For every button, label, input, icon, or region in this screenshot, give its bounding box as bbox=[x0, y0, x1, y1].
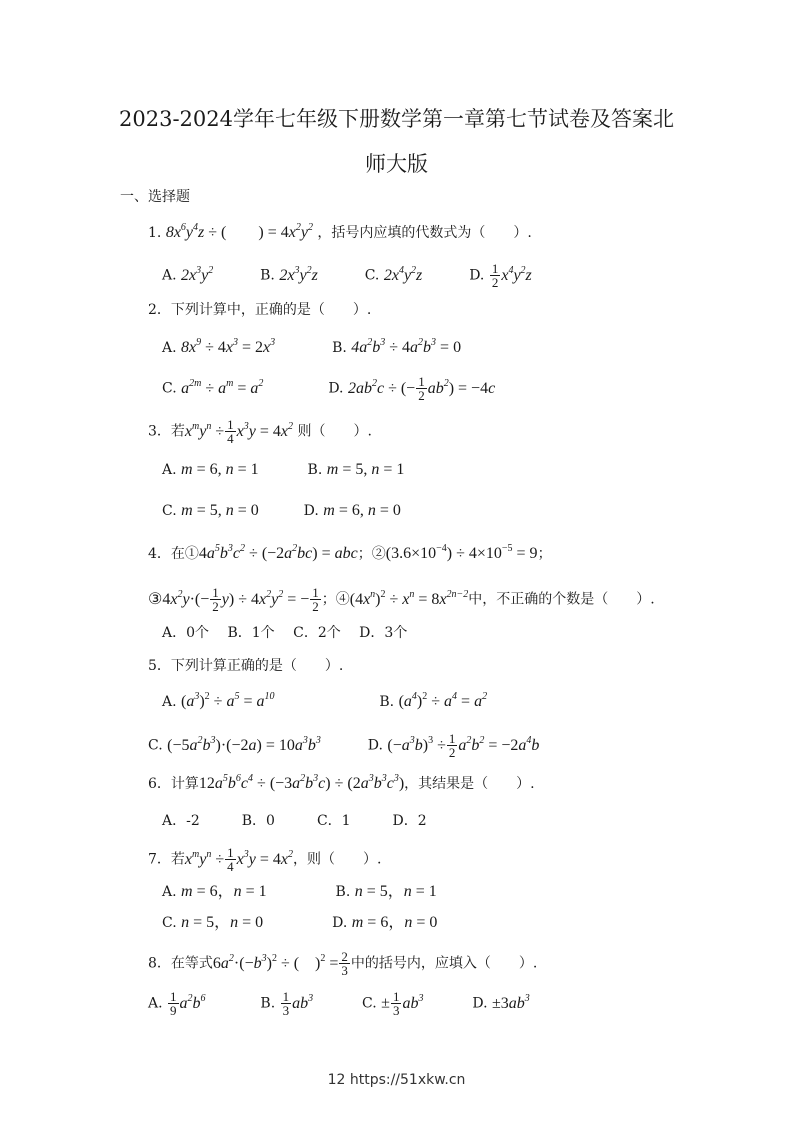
question-8-options: A. $\frac{1}{9}$ $a^2b^6$ B. $\frac{1}{3}$ $ab^3$ C. ± $\frac{1}{3}$ $ab^3$ D. $\pm 3ab^3$ bbox=[148, 989, 530, 1018]
question-1-number: 1. bbox=[148, 225, 162, 241]
question-6-options: A．-2 B．0 C．1 D．2 bbox=[162, 813, 427, 829]
option-label: B. bbox=[260, 267, 275, 284]
option-label: B. bbox=[332, 340, 347, 356]
option-label: C. bbox=[148, 737, 163, 754]
option-label: B. bbox=[307, 462, 323, 478]
question-3-text: 则（ ）. bbox=[297, 423, 372, 440]
option-label: A. bbox=[162, 267, 177, 284]
question-3-options-row-2: C. m = 5, n = 0 D. m = 6, n = 0 bbox=[162, 502, 401, 519]
option-label: A. bbox=[162, 694, 177, 710]
question-1-text: ，括号内应填的代数式为（ ）. bbox=[317, 225, 532, 241]
option-label: C. bbox=[162, 915, 177, 931]
question-3-options-row-1: A. m = 6, n = 1 B. m = 5, n = 1 bbox=[162, 461, 405, 478]
question-2-options-row-1: A. $8x^9 \div 4x^3 = 2x^3$ B. $4a^2b^3 \div 4a^2b^3 = 0$ bbox=[162, 337, 462, 356]
question-5-options-row-1: A. $(a^3)^2 \div a^5 = a^{10}$ B. $(a^4)^2 \div a^4 = a^2$ bbox=[162, 691, 488, 710]
page-footer: 12 https://51xkw.cn bbox=[327, 1072, 466, 1088]
document-title-line-2: 师大版 bbox=[365, 152, 428, 176]
question-4-line-2: $③4x^2y\cdot(-$ $\frac{1}{2}$ $y) \div 4x^2y^2$ = − $\frac{1}{2}$ ；$④(4x^n)^2 \div x^n = 8x^{2n-2}$中，不正确的个数是（ ）. bbox=[148, 585, 655, 614]
option-label: A. bbox=[162, 884, 177, 900]
question-3-number: 3．若 bbox=[148, 423, 185, 440]
question-6-number: 6．计算 bbox=[148, 776, 199, 792]
option-label: D. bbox=[469, 267, 485, 284]
question-4-line-1: 4．在$①4a^5b^3c^2 \div (-2a^2bc)$ = abc；$②(3.6\times 10^{-4}) \div 4\times 10^{-5} = 9$； bbox=[148, 543, 552, 562]
question-4-options: A．0个 B．1个 C．2个 D．3个 bbox=[162, 625, 408, 641]
question-7-options-row-2: C. n = 5，n = 0 D. m = 6，n = 0 bbox=[162, 914, 438, 931]
question-8-text: 中的括号内，应填入（ ）. bbox=[350, 955, 538, 972]
option-label: C. bbox=[162, 380, 177, 397]
option-label: A. bbox=[162, 340, 177, 356]
option-label: C. bbox=[362, 995, 377, 1012]
question-4-number: 4．在① bbox=[148, 546, 199, 562]
option-label: D. bbox=[367, 737, 383, 754]
question-6-text: ，其结果是（ ）. bbox=[404, 776, 535, 792]
question-1-options: A. $2x^3y^2$ B. $2x^3y^2z$ C. $2x^4y^2z$ D. $\frac{1}{2}$ $x^4y^2z$ bbox=[162, 261, 532, 290]
option-label: D. bbox=[472, 995, 488, 1012]
question-2-options-row-2: C. $a^{2m} \div a^m = a^2$ D. $2ab^2c$ ÷ (− $\frac{1}{2}$ $ab^2) = -4c$ bbox=[162, 374, 496, 403]
question-7-options-row-1: A. m = 6，n = 1 B. n = 5，n = 1 bbox=[162, 883, 437, 900]
question-3: 3．若$x^my^n$ ÷ $\frac{1}{4}$ $x^3y = 4x^2$ 则（ ）. bbox=[148, 417, 372, 446]
question-6: 6．计算$12a^5b^6c^4 \div (-3a^2b^3c) \div (2a^3b^3c^3)$，其结果是（ ）. bbox=[148, 773, 535, 792]
option-label: D. bbox=[332, 915, 348, 931]
question-7-text: ，则（ ）. bbox=[293, 851, 382, 868]
question-1: 1. $8x^6y^4z$ ÷ ( ) = $4x^2y^2$ ，括号内应填的代数式为（ ）. bbox=[148, 222, 532, 241]
option-label: C. bbox=[162, 503, 177, 519]
question-7: 7．若$x^my^n$ ÷ $\frac{1}{4}$ $x^3y = 4x^2$，则（ ）. bbox=[148, 845, 382, 874]
question-2: 2．下列计算中，正确的是（ ）. bbox=[148, 302, 372, 318]
option-label: A. bbox=[162, 462, 177, 478]
question-5-options-row-2: C. $(-5a^2b^3)\cdot(-2a) = 10a^3b^3$ D. $(-a^3b)^3$ ÷ $\frac{1}{2}$ $a^2b^2 = -2a^4b$ bbox=[148, 731, 540, 760]
option-label: D. bbox=[328, 380, 344, 397]
question-4-text: 中，不正确的个数是（ ）. bbox=[468, 591, 655, 608]
question-4-separator: ； bbox=[537, 546, 552, 562]
option-label: B. bbox=[379, 694, 395, 710]
question-4-separator: ；② bbox=[357, 546, 386, 562]
option-label: B. bbox=[335, 884, 351, 900]
question-8-number: 8．在等式 bbox=[148, 955, 213, 972]
question-4-separator: ；④ bbox=[321, 591, 350, 608]
section-heading: 一、选择题 bbox=[120, 189, 190, 205]
document-title-line-1: 2023-2024学年七年级下册数学第一章第七节试卷及答案北 bbox=[119, 107, 674, 131]
option-label: D. bbox=[303, 503, 319, 519]
question-8: 8．在等式$6a^2\cdot(-b^3)^2$ ÷ ( )$^2$ = $\frac{2}{3}$ 中的括号内，应填入（ ）. bbox=[148, 949, 538, 978]
question-7-number: 7．若 bbox=[148, 851, 185, 868]
option-label: C. bbox=[364, 267, 380, 284]
question-5: 5．下列计算正确的是（ ）. bbox=[148, 658, 344, 674]
option-label: B. bbox=[260, 995, 276, 1012]
option-label: A. bbox=[148, 995, 163, 1012]
